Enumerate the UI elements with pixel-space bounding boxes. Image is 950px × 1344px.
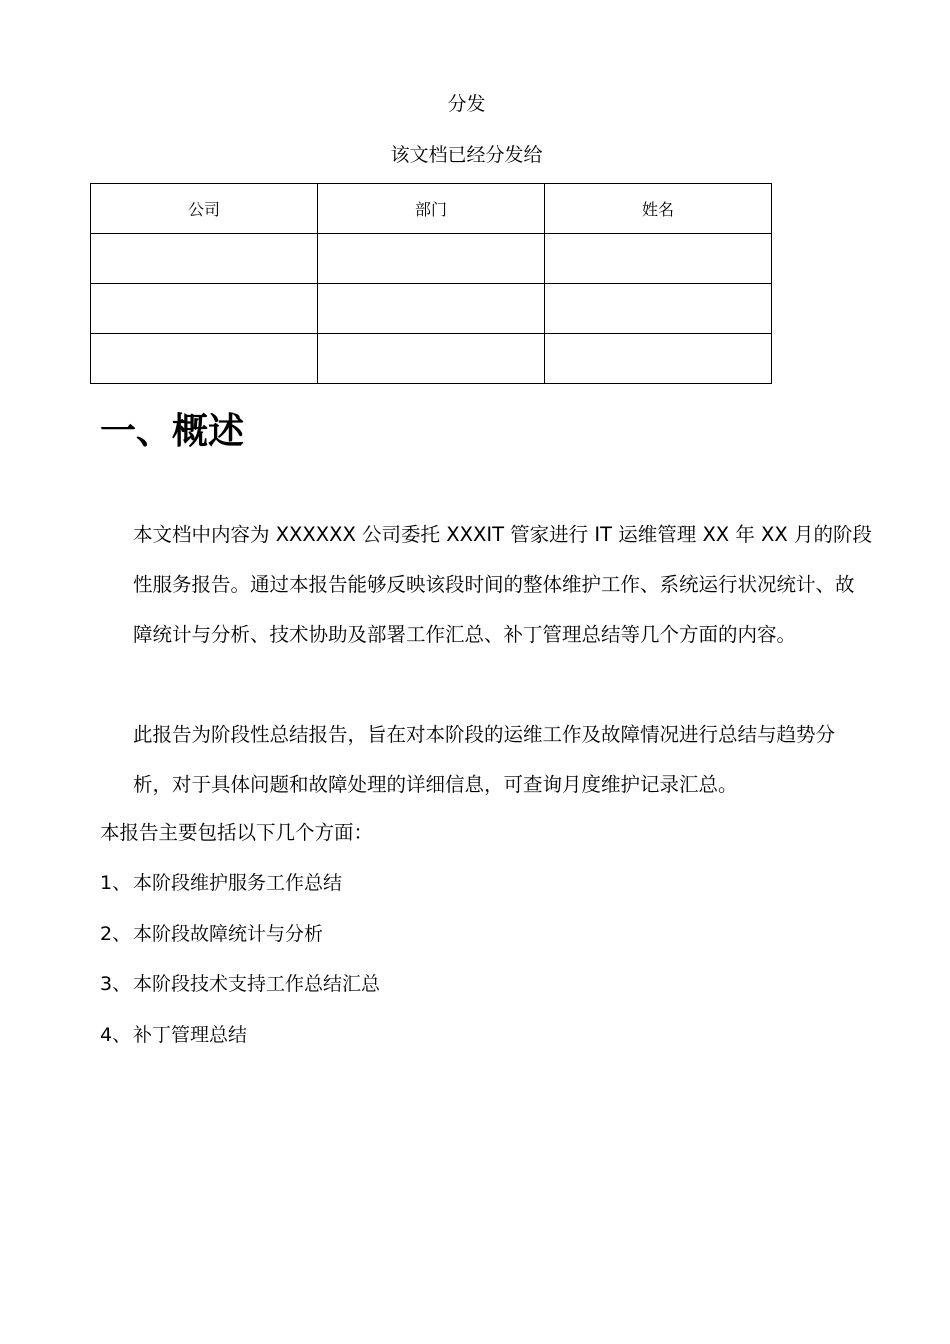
table-cell — [318, 334, 545, 384]
table-cell — [91, 284, 318, 334]
list-item-text: 本阶段维护服务工作总结 — [133, 872, 343, 894]
table-cell — [318, 284, 545, 334]
table-cell — [545, 284, 772, 334]
list-item — [100, 858, 380, 909]
table-row — [91, 334, 772, 384]
column-header-department: 部门 — [318, 184, 545, 234]
table-row — [91, 234, 772, 284]
list-item-number: 4、 — [100, 1023, 132, 1046]
distribution-table — [90, 183, 772, 384]
list-item — [100, 1010, 380, 1061]
distribution-subtitle: 该文档已经分发给 — [390, 144, 543, 166]
list-item-number: 2、 — [100, 922, 132, 945]
table-cell — [318, 234, 545, 284]
list-intro: 本报告主要包括以下几个方面： — [100, 821, 374, 844]
table-cell — [545, 334, 772, 384]
list-item-number: 1、 — [100, 872, 132, 894]
list-item-text: 本阶段技术支持工作总结汇总 — [133, 973, 381, 995]
overview-paragraph-1: 本文档中内容为 XXXXXX 公司委托 XXXIT 管家进行 IT 运维管理 XX 年 XX 月的阶段性服务报告。通过本报告能够反映该段时间的整体维护工作、系统运行状况统计、故障统计与分析、技术协助及部署工作汇总、补丁管理总结等几个方面的内容。 — [133, 523, 872, 646]
list-item-number: 3、 — [100, 973, 132, 995]
table-cell — [91, 234, 318, 284]
list-item — [100, 959, 380, 1010]
column-header-company: 公司 — [91, 184, 318, 234]
table-cell — [545, 234, 772, 284]
section-heading: 一、概述 — [100, 411, 245, 452]
table-row — [91, 284, 772, 334]
table-cell — [91, 334, 318, 384]
table-header-row — [91, 184, 772, 234]
list-item-text: 补丁管理总结 — [133, 1023, 248, 1046]
column-header-name: 姓名 — [545, 184, 772, 234]
list-item-text: 本阶段故障统计与分析 — [133, 922, 324, 945]
list-item — [100, 909, 380, 960]
overview-paragraph-2: 此报告为阶段性总结报告，旨在对本阶段的运维工作及故障情况进行总结与趋势分析，对于具体问题和故障处理的详细信息，可查询月度维护记录汇总。 — [133, 723, 836, 796]
distribution-title: 分发 — [447, 93, 486, 115]
contents-list — [100, 858, 380, 1060]
